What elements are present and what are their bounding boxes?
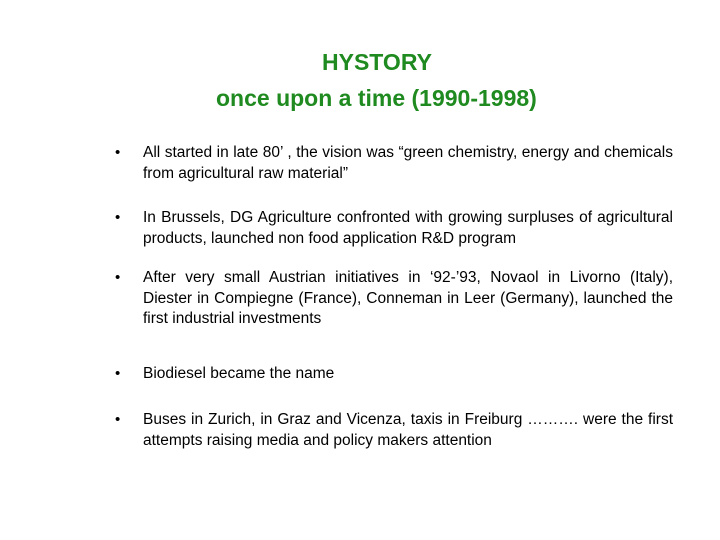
bullet-icon: • (115, 269, 121, 286)
bullet-text: In Brussels, DG Agriculture confronted with growing surpluses of agricultural products, launched non food application R&D program (143, 209, 673, 247)
bullet-text: Buses in Zurich, in Graz and Vicenza, taxis in Freiburg ………. were the first attempts raising media and policy makers attention (143, 411, 673, 449)
slide-title: HYSTORY (322, 49, 432, 75)
bullet-icon: • (115, 365, 121, 382)
bullet-icon: • (115, 411, 121, 428)
bullet-icon: • (115, 209, 121, 226)
bullet-icon: • (115, 144, 121, 161)
bullet-text: Biodiesel became the name (143, 365, 335, 382)
bullet-text: After very small Austrian initiatives in ‘92-’93, Novaol in Livorno (Italy), Diester in Compiegne (France), Conneman in Leer (Germany), launched the first industrial investments (143, 269, 673, 327)
bullet-text: All started in late 80’ , the vision was “green chemistry, energy and chemicals from agricultural raw material” (143, 144, 673, 182)
slide-subtitle: once upon a time (1990-1998) (216, 85, 537, 111)
